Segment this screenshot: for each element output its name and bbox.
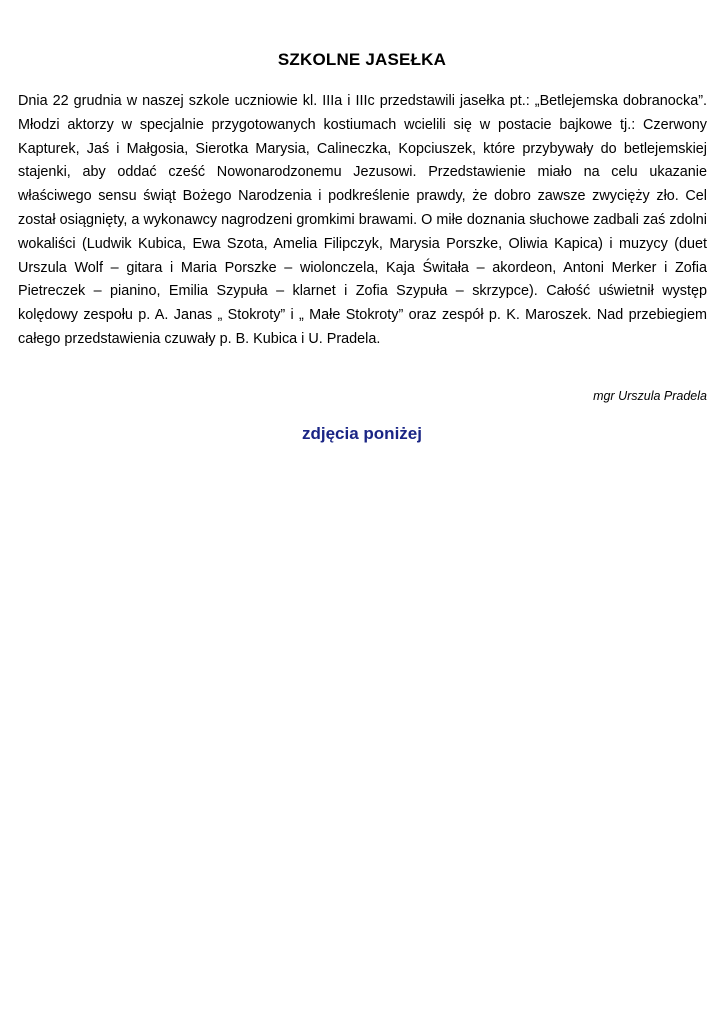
- document-title: SZKOLNE JASEŁKA: [277, 50, 447, 69]
- article-paragraph: Dnia 22 grudnia w naszej szkole uczniowie kl. IIIa i IIIc przedstawili jasełka pt.: „Betlejemska dobranocka”. Młodzi aktorzy w specjalnie przygotowanych kostiumach wcielili się w postacie bajkowe tj.: Czerwony Kapturek, Jaś i Małgosia, Sierotka Marysia, Calineczka, Kopciuszek, które przybywały do betlejemskiej stajenki, aby oddać cześć Nowonarodzonemu Jezusowi. Przedstawienie miało na celu ukazanie właściwego sensu świąt Bożego Narodzenia i podkreślenie prawdy, że dobro zawsze zwycięży zło. Cel został osiągnięty, a wykonawcy nagrodzeni gromkimi brawami. O miłe doznania słuchowe zadbali zaś zdolni wokaliści (Ludwik Kubica, Ewa Szota, Amelia Filipczyk, Marysia Porszke, Oliwia Kapica) i muzycy (duet Urszula Wolf – gitara i Maria Porszke – wiolonczela, Kaja Świtała – akordeon, Antoni Merker i Zofia Pietreczek – pianino, Emilia Szypuła – klarnet i Zofia Szypuła – skrzypce). Całość uświetnił występ kolędowy zespołu p. A. Janas „ Stokroty” i „ Małe Stokroty” oraz zespół p. K. Maroszek. Nad przebiegiem całego przedstawienia czuwały p. B. Kubica i U. Pradela.: [18, 93, 707, 347]
- author-signature: mgr Urszula Pradela: [593, 389, 707, 403]
- photos-below-link[interactable]: zdjęcia poniżej: [302, 424, 422, 443]
